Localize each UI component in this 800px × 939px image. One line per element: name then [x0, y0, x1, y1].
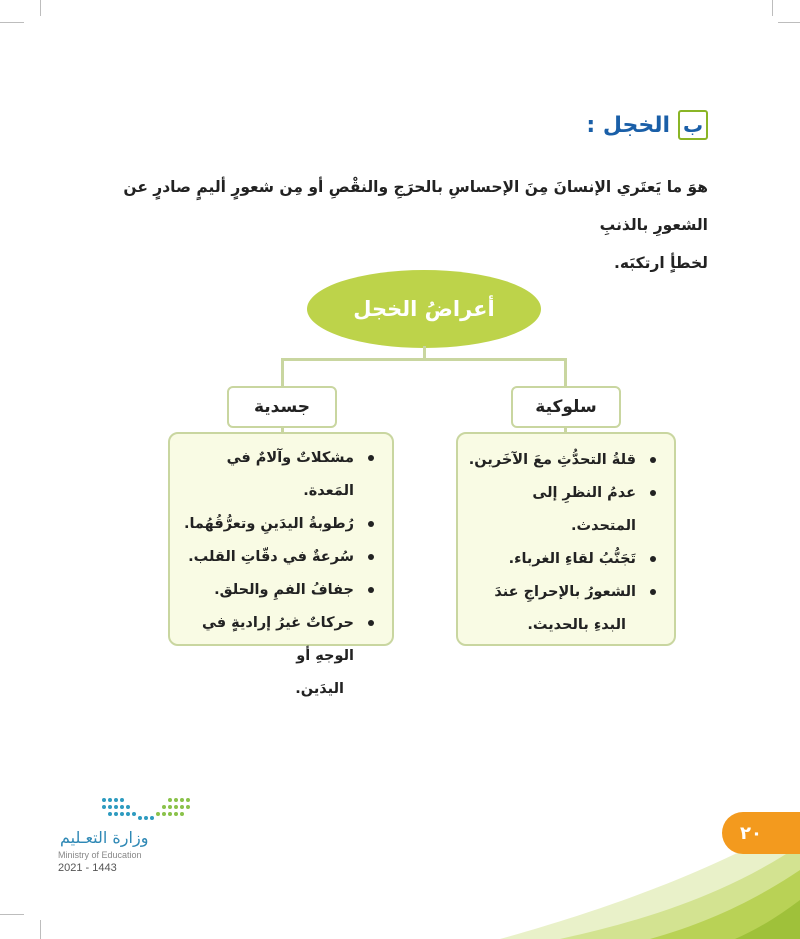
list-item-continued: البدءِ بالحديث.: [527, 617, 626, 633]
bullet-icon: [650, 490, 656, 496]
definition-paragraph: [118, 168, 708, 282]
definition-line: لخطأٍ ارتكبَه.: [614, 254, 708, 272]
bullet-icon: [650, 556, 656, 562]
behavioral-panel: [456, 432, 676, 646]
diagram-root-label: أعراضُ الخجل: [353, 297, 495, 321]
ministry-name-english: Ministry of Education: [58, 850, 142, 860]
crop-mark: [40, 920, 41, 939]
bullet-icon: [650, 457, 656, 463]
bullet-icon: [368, 455, 374, 461]
definition-line: هوَ ما يَعتَري الإنسانَ مِنَ الإحساسِ بالحرَجِ والنقْصِ أو مِن شعورٍ أليمٍ صادرٍ عن الشعورِ بالذنبِ: [123, 178, 708, 234]
academic-year: 2021 - 1443: [58, 862, 117, 874]
behavioral-list: [468, 444, 660, 642]
bullet-icon: [368, 587, 374, 593]
ministry-logo-icon: [100, 796, 192, 822]
ministry-name-arabic: وزارة التعـليم: [60, 828, 149, 847]
section-letter-box: ب: [678, 110, 708, 140]
diagram-root-oval: [307, 270, 541, 348]
physical-label-box: [227, 386, 337, 428]
list-item: مشكلاتٌ وآلامٌ في المَعدة.: [176, 442, 378, 508]
behavioral-label: سلوكية: [535, 397, 597, 417]
crop-mark: [40, 0, 41, 16]
list-item: جفافُ الفمِ والحلق.: [176, 574, 378, 607]
list-item: سُرعةٌ في دقّاتِ القلب.: [176, 541, 378, 574]
list-item: حركاتٌ غيرُ إراديةٍ في الوجهِ أو: [176, 607, 378, 673]
list-item: رُطوبةُ اليدَينِ وتعرُّقُهُما.: [176, 508, 378, 541]
list-item: تَجَنُّبُ لقاءِ الغرباء.: [468, 543, 660, 576]
page-number: ٢٠: [740, 822, 762, 844]
physical-panel: [168, 432, 394, 697]
connector-line: [281, 358, 284, 388]
bullet-icon: [368, 620, 374, 626]
crop-mark: [0, 22, 24, 23]
crop-mark: [772, 0, 773, 16]
crop-mark: [778, 22, 800, 23]
bullet-icon: [368, 554, 374, 560]
connector-line: [564, 358, 567, 388]
section-heading: [586, 110, 708, 140]
section-title: الخجل :: [586, 112, 670, 138]
physical-list: [176, 442, 378, 706]
list-item: عدمُ النظرِ إلى المتحدث.: [468, 477, 660, 543]
behavioral-label-box: [511, 386, 621, 428]
list-item: الشعورُ بالإحراجِ عندَ: [468, 576, 660, 609]
bullet-icon: [368, 521, 374, 527]
connector-line: [281, 358, 566, 361]
page-number-tab: [722, 812, 800, 854]
list-item-continued: اليدَين.: [295, 681, 344, 697]
bullet-icon: [650, 589, 656, 595]
physical-label: جسدية: [253, 397, 311, 417]
list-item: قلةُ التحدُّثِ معَ الآخَرين.: [468, 444, 660, 477]
crop-mark: [0, 914, 24, 915]
